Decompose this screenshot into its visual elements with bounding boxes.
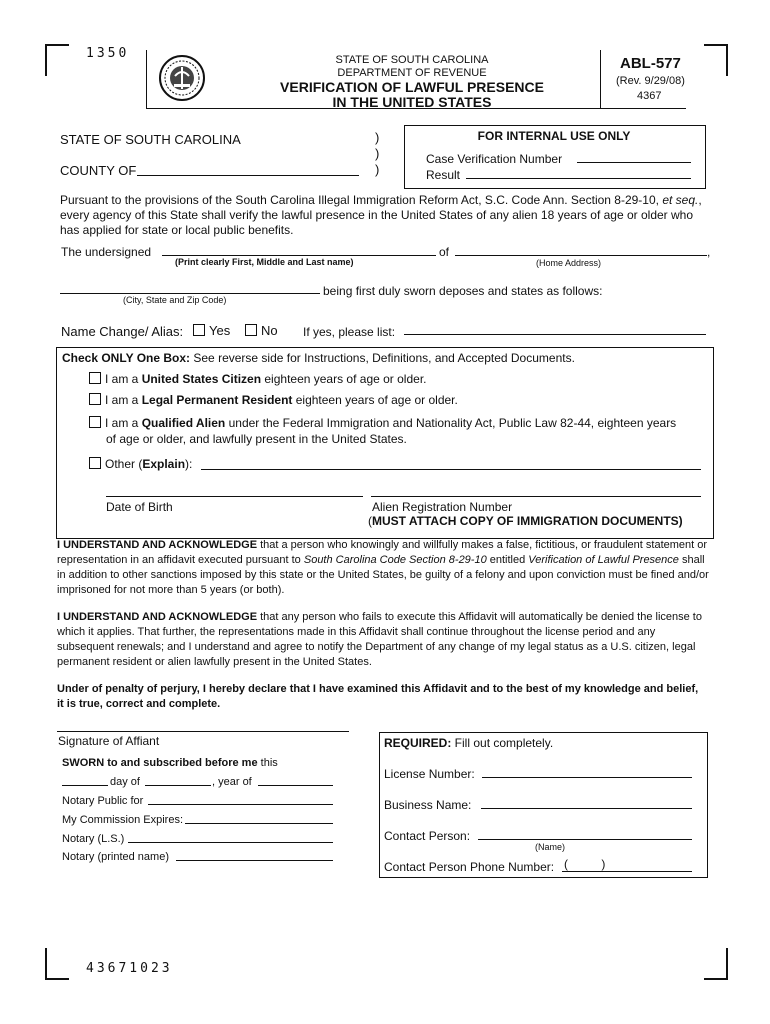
header-state: STATE OF SOUTH CAROLINA [335,54,489,66]
intro-paragraph [60,193,710,238]
corner-mark-top-left [45,44,69,76]
opt1-c: eighteen years of age or older. [261,372,427,386]
notary-printed-label: Notary (printed name) [62,851,169,863]
opt3-a: I am a [105,416,142,430]
check-heading-rest: See reverse side for Instructions, Definitions, and Accepted Documents. [190,351,575,365]
business-name-field[interactable] [481,808,692,809]
required-heading [384,736,553,750]
state-seal-icon [158,54,206,107]
undersigned-label: The undersigned [61,245,152,259]
license-number-field[interactable] [482,777,692,778]
opt1-a: I am a [105,372,142,386]
other-a: Other ( [105,457,143,471]
venue-paren-3: ) [375,162,380,177]
contact-phone-label: Contact Person Phone Number: [384,860,555,874]
contact-phone-area-code[interactable]: ( ) [564,857,606,871]
internal-use-title: FOR INTERNAL USE ONLY [477,129,631,143]
ack1-i2: Verification of Lawful Presence [528,554,679,566]
contact-name-caption: (Name) [535,842,566,852]
intro-text-b: , every agency of this State shall verify the lawful presence in the United States of any alien 18 years of age or older who has applied for state or local public benefits. [60,193,702,237]
ack2-bold: I UNDERSTAND AND ACKNOWLEDGE [57,611,258,623]
other-explain-field[interactable] [201,469,701,470]
ack1-a: that a person who knowingly and willfully makes a false, fictitious, or fraudulent statement or representation in an affidavit executed pursuant to [57,539,708,566]
if-yes-label: If yes, please list: [303,325,396,339]
name-change-no-checkbox[interactable] [245,324,257,336]
ack1-c: shall in addition to other sanctions imposed by this state or the United States, be guilty of a felony and upon conviction must be fined and/or imprisoned for not more than 5 years (or both). [57,554,709,596]
contact-phone-field[interactable] [562,871,692,872]
contact-person-label: Contact Person: [384,829,471,843]
home-address-field[interactable] [455,255,707,256]
opt2-b: Legal Permanent Resident [141,393,293,407]
other-checkbox[interactable] [89,457,101,469]
form-revision: (Rev. 9/29/08) [616,75,685,87]
ack1-i1: South Carolina Code Section 8-29-10 [303,554,487,566]
form-id-divider [600,50,601,108]
sworn-month-field[interactable] [145,785,211,786]
acknowledge-paragraph-1 [57,538,712,598]
business-name-label: Business Name: [384,798,472,812]
name-caption: (Print clearly First, Middle and Last name) [175,257,354,267]
result-label: Result [426,168,461,182]
notary-printed-field[interactable] [176,860,333,861]
contact-person-field[interactable] [478,839,692,840]
corner-mark-top-right [704,44,728,76]
corner-mark-bottom-left [45,948,69,980]
required-bold: REQUIRED: [384,736,452,750]
check-heading-bold: Check ONLY One Box: [62,351,191,365]
stamp-top: 1350 [86,46,130,61]
case-verification-field[interactable] [577,162,691,163]
undersigned-of: of [439,245,450,259]
notary-signature-field[interactable] [128,842,333,843]
header-department: DEPARTMENT OF REVENUE [337,67,487,79]
alien-registration-label: Alien Registration Number [372,500,513,514]
result-field[interactable] [466,178,691,179]
commission-expires-label: My Commission Expires: [62,814,184,826]
option-qualified-alien[interactable] [89,416,676,430]
venue-paren-1: ) [375,130,380,145]
undersigned-comma: , [707,245,711,259]
attach-open: ( [368,514,372,528]
name-change-label: Name Change/ Alias: [61,324,184,339]
notary-public-for-label: Notary Public for [62,795,144,807]
acknowledge-paragraph-2 [57,610,712,670]
county-field[interactable] [137,175,359,176]
legal-resident-checkbox[interactable] [89,393,101,405]
name-change-yes-option[interactable] [193,323,230,338]
name-change-yes-checkbox[interactable] [193,324,205,336]
option-us-citizen[interactable] [89,372,427,386]
commission-expires-field[interactable] [185,823,333,824]
stamp-bottom: 43671023 [86,961,173,976]
qualified-alien-checkbox[interactable] [89,416,101,428]
sworn-deposes-text: being first duly sworn deposes and states as follows: [323,284,603,298]
option-legal-resident[interactable] [89,393,458,407]
alias-list-field[interactable] [404,334,706,335]
venue-county-label: COUNTY OF [60,163,137,178]
opt3-line2: of age or older, and lawfully present in the United States. [106,432,407,446]
intro-text-em: et seq. [662,193,699,207]
name-change-yes-label: Yes [209,323,231,338]
form-title-line2: IN THE UNITED STATES [332,94,492,110]
form-code: 4367 [637,90,662,102]
day-of-label: day of [110,776,140,788]
corner-mark-bottom-right [704,948,728,980]
sworn-year-field[interactable] [258,785,333,786]
affiant-signature-field[interactable] [57,731,349,732]
address-caption: (Home Address) [536,258,602,268]
sworn-bold: SWORN to and subscribed before me [62,757,258,769]
ack2-a: that any person who fails to execute this Affidavit will automatically be denied the license to which it applies. That further, the representations made in this Affidavit shall continue throughout the license period and any subsequent renewals; and I understand and agree to notify the Department of any change of my legal status as a U.S. citizen, legal permanent resident or alien lawfully present in the United States. [57,611,702,668]
venue-paren-2: ) [375,146,380,161]
opt3-c: under the Federal Immigration and Nationality Act, Public Law 82-44, eighteen years [225,416,677,430]
name-change-no-label: No [261,323,278,338]
opt3-b: Qualified Alien [141,416,226,430]
check-heading [62,351,707,365]
opt1-b: United States Citizen [141,372,262,386]
case-verification-label: Case Verification Number [426,152,563,166]
venue-state: STATE OF SOUTH CAROLINA [60,132,241,147]
signature-affiant-label: Signature of Affiant [58,734,160,748]
option-other[interactable] [89,457,192,471]
attach-documents-note [368,514,683,528]
year-of-label: , year of [212,776,252,788]
undersigned-name-field[interactable] [162,255,436,256]
perjury-declaration: Under of penalty of perjury, I hereby declare that I have examined this Affidavit and to the best of my knowledge and belief, it is true, correct and complete. [57,683,699,710]
required-rest: Fill out completely. [451,736,554,750]
intro-text-a: Pursuant to the provisions of the South Carolina Illegal Immigration Reform Act, S.C. Code Ann. Section 8-29-10, [60,193,663,207]
city-state-zip-field[interactable] [60,293,320,294]
city-caption: (City, State and Zip Code) [123,295,227,305]
ack1-b: entitled [486,554,529,566]
attach-text: MUST ATTACH COPY OF IMMIGRATION DOCUMENTS) [372,514,683,528]
opt2-c: eighteen years of age or older. [292,393,458,407]
name-change-no-option[interactable] [245,323,278,338]
date-of-birth-field[interactable] [106,496,363,497]
ack1-bold: I UNDERSTAND AND ACKNOWLEDGE [57,539,258,551]
sworn-subscribed [62,757,278,769]
form-id: ABL-577 [620,55,681,72]
notary-public-for-field[interactable] [148,804,333,805]
form-title-line1: VERIFICATION OF LAWFUL PRESENCE [280,79,544,95]
other-b: Explain [142,457,186,471]
date-of-birth-label: Date of Birth [106,500,173,514]
us-citizen-checkbox[interactable] [89,372,101,384]
notary-ls-label: Notary (L.S.) [62,833,125,845]
sworn-rest: this [257,757,278,769]
alien-registration-field[interactable] [371,496,701,497]
other-c: ): [185,457,193,471]
license-number-label: License Number: [384,767,475,781]
opt2-a: I am a [105,393,142,407]
sworn-day-field[interactable] [62,785,108,786]
